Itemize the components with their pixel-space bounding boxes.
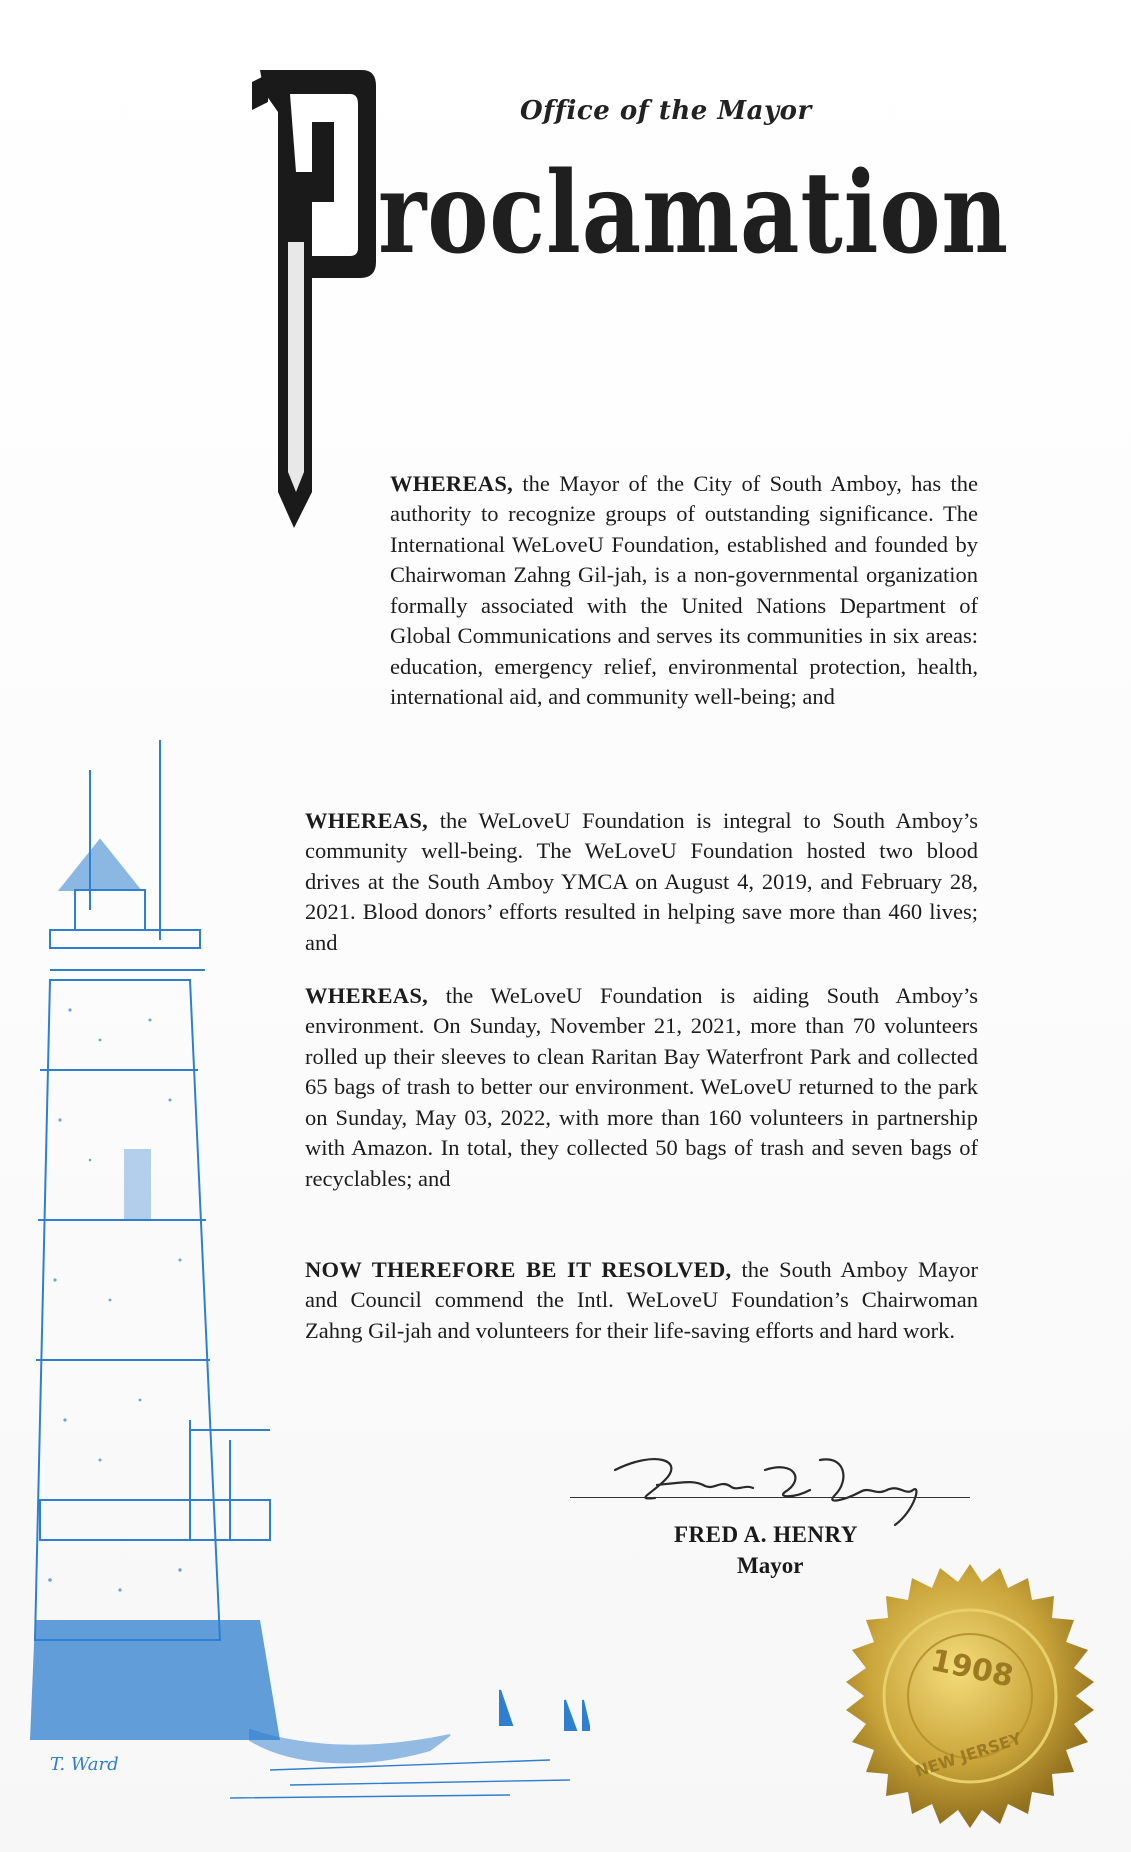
proclamation-title: roclamation (378, 148, 1010, 279)
paragraph-text: the Mayor of the City of South Amboy, has the authority to recognize groups of outstanding significance. The International WeLoveU Foundation, established and founded by Chairwoman Zahng Gil-jah, is a non-governmental organization formally associated with the United Nations Department of Global Communications and serves its communities in six areas: education, emergency relief, environmental protection, health, international aid, and community well-being; and (390, 470, 978, 709)
artist-signature: T. Ward (50, 1754, 119, 1775)
paragraph-text: the South Amboy Mayor and Council commend the Intl. WeLoveU Foundation’s Chairwoman Zahng Gil-jah and volunteers for their life-saving efforts and hard work. (305, 1256, 978, 1343)
whereas-paragraph-1 (390, 469, 978, 713)
paragraph-text: the WeLoveU Foundation is aiding South Amboy’s environment. On Sunday, November 21, 2021, more than 70 volunteers rolled up their sleeves to clean Raritan Bay Waterfront Park and collected 65 bags of trash to better our environment. WeLoveU returned to the park on Sunday, May 03, 2022, with more than 160 volunteers in partnership with Amazon. In total, they collected 50 bags of trash and seven bags of recyclables; and (305, 982, 978, 1191)
mayor-name: FRED A. HENRY (674, 1522, 858, 1547)
signature-line (570, 1497, 970, 1498)
paragraph-lead: WHEREAS, (305, 807, 429, 833)
mayor-title: Mayor (737, 1553, 804, 1578)
decorative-initial-p (250, 52, 380, 530)
seal-text: NEW JERSEY (912, 1728, 1024, 1781)
gold-seal (830, 1560, 1110, 1840)
lighthouse-illustration (30, 740, 590, 1800)
paragraph-lead: NOW THEREFORE BE IT RESOLVED, (305, 1256, 732, 1282)
paragraph-lead: WHEREAS, (305, 982, 429, 1008)
seal-year: 1908 (927, 1642, 1017, 1695)
paragraph-text: the WeLoveU Foundation is integral to South Amboy’s community well-being. The WeLoveU Foundation hosted two blood drives at the South Amboy YMCA on August 4, 2019, and February 28, 2021. Blood donors’ efforts resulted in helping save more than 460 lives; and (305, 807, 978, 955)
handwritten-signature (595, 1440, 935, 1530)
office-of-the-mayor-heading: Office of the Mayor (520, 96, 812, 126)
paragraph-lead: WHEREAS, (390, 470, 514, 496)
